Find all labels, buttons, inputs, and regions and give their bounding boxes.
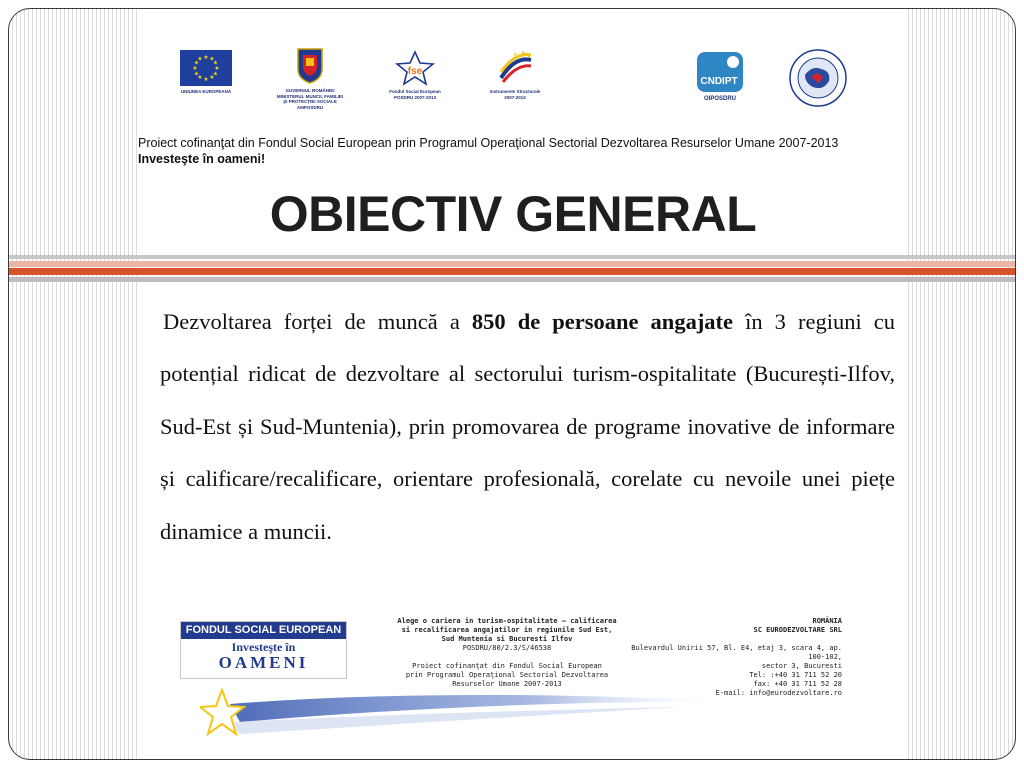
project-title-line: Alege o cariera in turism-ospitalitate – calificarea <box>397 617 617 625</box>
logo-caption: OIPOSDRU <box>703 96 736 102</box>
svg-text:★: ★ <box>513 52 518 58</box>
fse-heading: FONDUL SOCIAL EUROPEAN <box>181 622 346 639</box>
logos-row <box>160 45 860 120</box>
objective-paragraph <box>160 296 895 558</box>
svg-text:fse: fse <box>407 66 423 77</box>
svg-text:★: ★ <box>214 66 220 72</box>
logo-caption: GUVERNUL ROMÂNIEI MINISTERUL MUNCII, FAMILIEI ȘI PROTECȚIEI SOCIALE AMPOSDRU <box>276 88 344 110</box>
cofinancing-line: Proiect cofinanţat din Fondul Social European <box>412 662 602 670</box>
project-title-line: si recalificarea angajatilor in regiunile Sud Est, <box>401 626 613 634</box>
project-title-line: Sud Muntenia si Bucuresti Ilfov <box>441 635 573 643</box>
logo-caption: Instrumente Structurale 2007-2013 <box>489 89 541 100</box>
company-name: SC EURODEZVOLTARE SRL <box>753 626 842 634</box>
eu-flag-icon <box>180 50 232 86</box>
svg-text:★: ★ <box>192 66 198 72</box>
footer-banner <box>160 607 860 747</box>
svg-text:★: ★ <box>521 50 526 56</box>
svg-text:★: ★ <box>197 75 203 81</box>
address-line: sector 3, Bucuresti <box>761 662 842 670</box>
fax: fax: +40 31 711 52 28 <box>753 680 842 688</box>
divider-orange <box>9 268 1016 275</box>
phone: Tel: :+40 31 711 52 20 <box>749 671 842 679</box>
footer-swoosh <box>200 682 760 742</box>
eurodezvoltare-logo <box>788 47 848 109</box>
email: E-mail: info@eurodezvoltare.ro <box>715 689 842 697</box>
project-code: POSDRU/80/2.3/S/46538 <box>462 644 552 652</box>
svg-text:★: ★ <box>193 71 200 78</box>
svg-text:★: ★ <box>193 60 200 67</box>
svg-text:★: ★ <box>212 71 219 78</box>
address-line: Bulevardul Unirii 57, Bl. E4, etaj 3, scara 4, ap. 100-102, <box>631 644 842 661</box>
project-info <box>397 617 617 689</box>
fse-oameni: OAMENI <box>218 653 309 672</box>
svg-text:★: ★ <box>527 54 532 60</box>
project-cofinancing-note <box>138 135 838 167</box>
divider-top-gray <box>9 255 1016 259</box>
svg-text:CNDIPT: CNDIPT <box>700 76 738 87</box>
romania-coat-of-arms-logo <box>265 45 355 110</box>
fse-star-logo <box>370 50 460 100</box>
cndipt-icon <box>695 50 745 94</box>
cofinancing-line: Resurselor Umane 2007-2013 <box>452 680 562 688</box>
instrumente-structurale-logo <box>475 50 555 100</box>
instrumente-structurale-icon <box>493 50 537 86</box>
svg-text:★: ★ <box>209 75 215 81</box>
page-title: OBIECTIV GENERAL <box>269 186 757 242</box>
fse-star-icon <box>393 50 437 86</box>
paragraph-text-start: Dezvoltarea forței de muncă a <box>163 309 472 334</box>
project-line: Proiect cofinanţat din Fondul Social European prin Programul Operaţional Sectorial Dezvoltarea Resurselor Umane 2007-2013 <box>138 136 839 150</box>
svg-text:★: ★ <box>212 60 219 67</box>
svg-text:★: ★ <box>203 77 209 83</box>
logo-caption: UNIUNEA EUROPEANĂ <box>180 89 232 94</box>
slogan: Investeşte în oameni! <box>138 152 266 166</box>
divider-salmon <box>9 261 1016 267</box>
paragraph-highlight: 850 de persoane angajate <box>471 309 734 334</box>
logo-caption: Fondul Social European POSDRU 2007-2013 <box>389 89 441 100</box>
svg-text:★: ★ <box>209 56 215 63</box>
eu-flag-logo <box>180 50 232 95</box>
cofinancing-line: prin Programul Operaţional Sectorial Dezvoltarea <box>405 671 609 679</box>
eurodezvoltare-icon <box>787 47 849 109</box>
country-label: ROMÂNIA <box>812 617 842 625</box>
paragraph-text-end: în 3 regiuni cu potențial ridicat de dezvoltare al sectorului turism-ospitalitate (București-Ilfov, Sud-Est și Sud-Muntenia), prin promovarea de programe inovative de informare și calificare/recalificare, orientare profesională, corelate cu nevoile unei piețe dinamice a muncii. <box>160 309 895 544</box>
fse-subheading: Investeşte în <box>231 640 296 654</box>
svg-text:★: ★ <box>203 55 209 61</box>
divider-bottom-gray <box>9 277 1016 282</box>
coat-of-arms-icon <box>295 45 325 85</box>
cndipt-logo <box>695 50 745 103</box>
svg-text:★: ★ <box>197 56 203 63</box>
fse-banner <box>180 621 347 679</box>
